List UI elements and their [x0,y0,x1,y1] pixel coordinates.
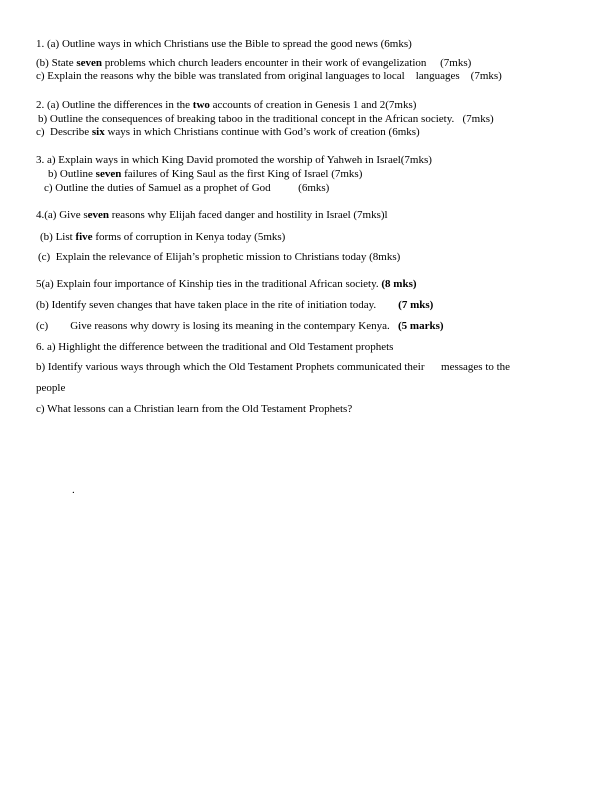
q3-b: b) Outline seven failures of King Saul as the first King of Israel (7mks) [48,168,363,180]
q6-c: c) What lessons can a Christian learn from the Old Testament Prophets? [36,403,353,415]
q2-a: 2. (a) Outline the differences in the two accounts of creation in Genesis 1 and 2(7mks) [36,99,417,111]
q3-a: 3. a) Explain ways in which King David promoted the worship of Yahweh in Israel(7mks) [36,154,432,166]
q5-b: (b) Identify seven changes that have taken place in the rite of initiation today. (7 mks) [36,299,434,311]
q4-c: (c) Explain the relevance of Elijah’s prophetic mission to Christians today (8mks) [38,251,401,263]
q4-a: 4.(a) Give seven reasons why Elijah faced danger and hostility in Israel (7mks)l [36,209,388,221]
q4-b: (b) List five forms of corruption in Kenya today (5mks) [40,231,286,243]
stray-mark: . [72,484,75,496]
q5-a: 5(a) Explain four importance of Kinship ties in the traditional African society. (8 mks) [36,278,417,290]
q6-a: 6. a) Highlight the difference between the traditional and Old Testament prophets [36,341,394,353]
q1-a: 1. (a) Outline ways in which Christians use the Bible to spread the good news (6mks) [36,38,412,50]
q6-b-line1: b) Identify various ways through which the Old Testament Prophets communicated their messages to the [36,361,511,373]
q6-b-line2: people [36,382,66,394]
q1-c: c) Explain the reasons why the bible was translated from original languages to local languages (7mks) [36,70,502,82]
q1-b: (b) State seven problems which church leaders encounter in their work of evangelization (7mks) [36,57,472,69]
q3-c: c) Outline the duties of Samuel as a prophet of God (6mks) [44,182,330,194]
q2-c: c) Describe six ways in which Christians continue with God’s work of creation (6mks) [36,126,420,138]
q5-c: (c) Give reasons why dowry is losing its meaning in the contempary Kenya. (5 marks) [36,320,444,332]
q2-b: b) Outline the consequences of breaking taboo in the traditional concept in the African society. (7mks) [38,113,494,125]
